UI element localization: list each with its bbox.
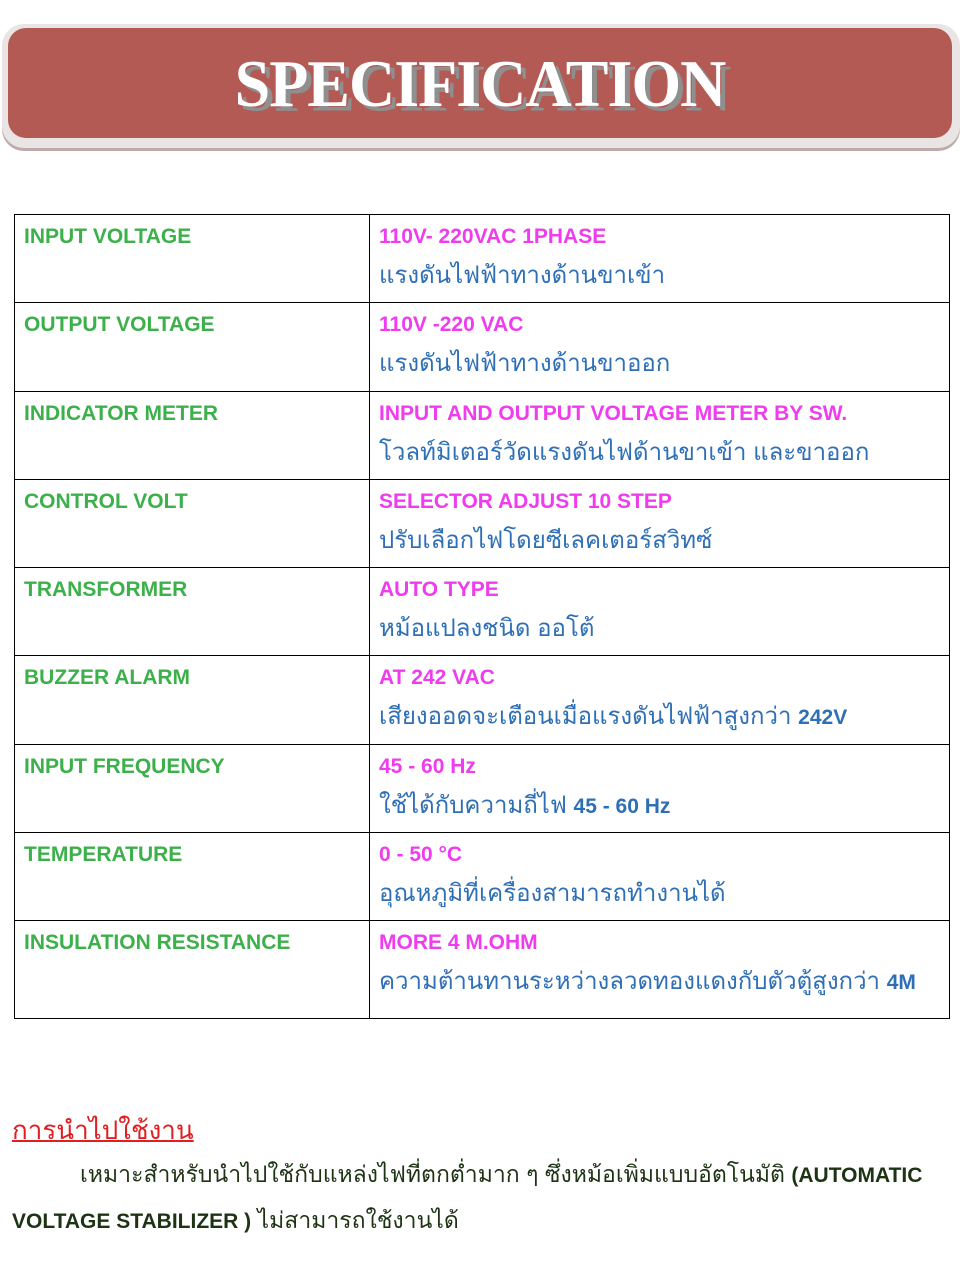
title-banner	[2, 24, 960, 148]
title-banner-fill	[8, 28, 952, 138]
spec-value	[370, 303, 950, 392]
spec-value	[370, 392, 950, 480]
usage-text-2: (AUTOMATIC VOLTAGE STABILIZER )	[12, 1164, 923, 1233]
spec-value-th	[379, 349, 940, 380]
spec-row	[15, 392, 950, 480]
spec-value-th	[379, 261, 940, 292]
spec-value-en: INPUT AND OUTPUT VOLTAGE METER BY SW.	[379, 402, 848, 425]
spec-row	[15, 833, 950, 921]
spec-value-en: AUTO TYPE	[379, 578, 499, 601]
spec-label: INSULATION RESISTANCE	[15, 921, 370, 1019]
spec-value-en: 110V -220 VAC	[379, 313, 524, 336]
spec-value-th-suffix: 242V	[798, 706, 848, 729]
spec-value-th	[379, 791, 940, 822]
spec-value-th-text: ปรับเลือกไฟโดยซีเลคเตอร์สวิทซ์	[379, 527, 713, 554]
spec-label: BUZZER ALARM	[15, 656, 370, 745]
page-title: SPECIFICATION	[234, 46, 726, 121]
spec-label: OUTPUT VOLTAGE	[15, 303, 370, 392]
spec-value-th	[379, 614, 940, 645]
spec-value	[370, 656, 950, 745]
spec-table	[14, 214, 950, 1019]
spec-value-th	[379, 438, 940, 469]
spec-value-en: SELECTOR ADJUST 10 STEP	[379, 490, 672, 513]
spec-label: TEMPERATURE	[15, 833, 370, 921]
spec-value	[370, 921, 950, 1019]
spec-value-th-suffix: 4M	[886, 971, 916, 994]
spec-label: TRANSFORMER	[15, 568, 370, 656]
spec-value-en: 0 - 50 °C	[379, 843, 463, 866]
spec-row	[15, 215, 950, 303]
spec-label: INPUT FREQUENCY	[15, 745, 370, 833]
spec-value-th-text: ใช้ได้กับความถี่ไฟ	[379, 792, 574, 819]
spec-row	[15, 480, 950, 568]
spec-label: CONTROL VOLT	[15, 480, 370, 568]
spec-value-th-text: หม้อแปลงชนิด ออโต้	[379, 615, 595, 642]
usage-paragraph	[12, 1152, 970, 1244]
spec-value-th-text: อุณหภูมิที่เครื่องสามารถทำงานได้	[379, 880, 726, 907]
spec-value-en: AT 242 VAC	[379, 666, 495, 689]
spec-row	[15, 656, 950, 745]
spec-value-th	[379, 526, 940, 557]
spec-value-en: 110V- 220VAC 1PHASE	[379, 225, 607, 248]
spec-value-en: 45 - 60 Hz	[379, 755, 476, 778]
spec-label: INDICATOR METER	[15, 392, 370, 480]
spec-value-th-text: เสียงออดจะเตือนเมื่อแรงดันไฟฟ้าสูงกว่า	[379, 703, 799, 730]
usage-text-3: ไม่สามารถใช้งานได้	[251, 1207, 459, 1233]
spec-value-th	[379, 967, 940, 998]
spec-value-th-suffix: 45 - 60 Hz	[573, 795, 671, 818]
spec-value	[370, 568, 950, 656]
spec-value	[370, 480, 950, 568]
spec-row	[15, 745, 950, 833]
spec-value-th	[379, 702, 940, 733]
spec-value	[370, 833, 950, 921]
spec-value-th-text: โวลท์มิเตอร์วัดแรงดันไฟด้านขาเข้า และขาออก	[379, 439, 870, 466]
spec-row	[15, 303, 950, 392]
spec-value-th-text: ความต้านทานระหว่างลวดทองแดงกับตัวตู้สูงกว่า	[379, 968, 887, 995]
spec-row	[15, 568, 950, 656]
spec-value-th	[379, 879, 940, 910]
spec-label: INPUT VOLTAGE	[15, 215, 370, 303]
usage-heading: การนำไปใช้งาน	[12, 1115, 194, 1145]
spec-value-th-text: แรงดันไฟฟ้าทางด้านขาเข้า	[379, 262, 666, 289]
spec-value	[370, 745, 950, 833]
usage-text-1: เหมาะสำหรับนำไปใช้กับแหล่งไฟที่ตกต่ำมาก ๆ ซึ่งหม้อเพิ่มแบบอัตโนมัติ	[80, 1161, 792, 1187]
spec-value-th-text: แรงดันไฟฟ้าทางด้านขาออก	[379, 350, 671, 377]
spec-value-en: MORE 4 M.OHM	[379, 931, 538, 954]
spec-value	[370, 215, 950, 303]
spec-row	[15, 921, 950, 1019]
